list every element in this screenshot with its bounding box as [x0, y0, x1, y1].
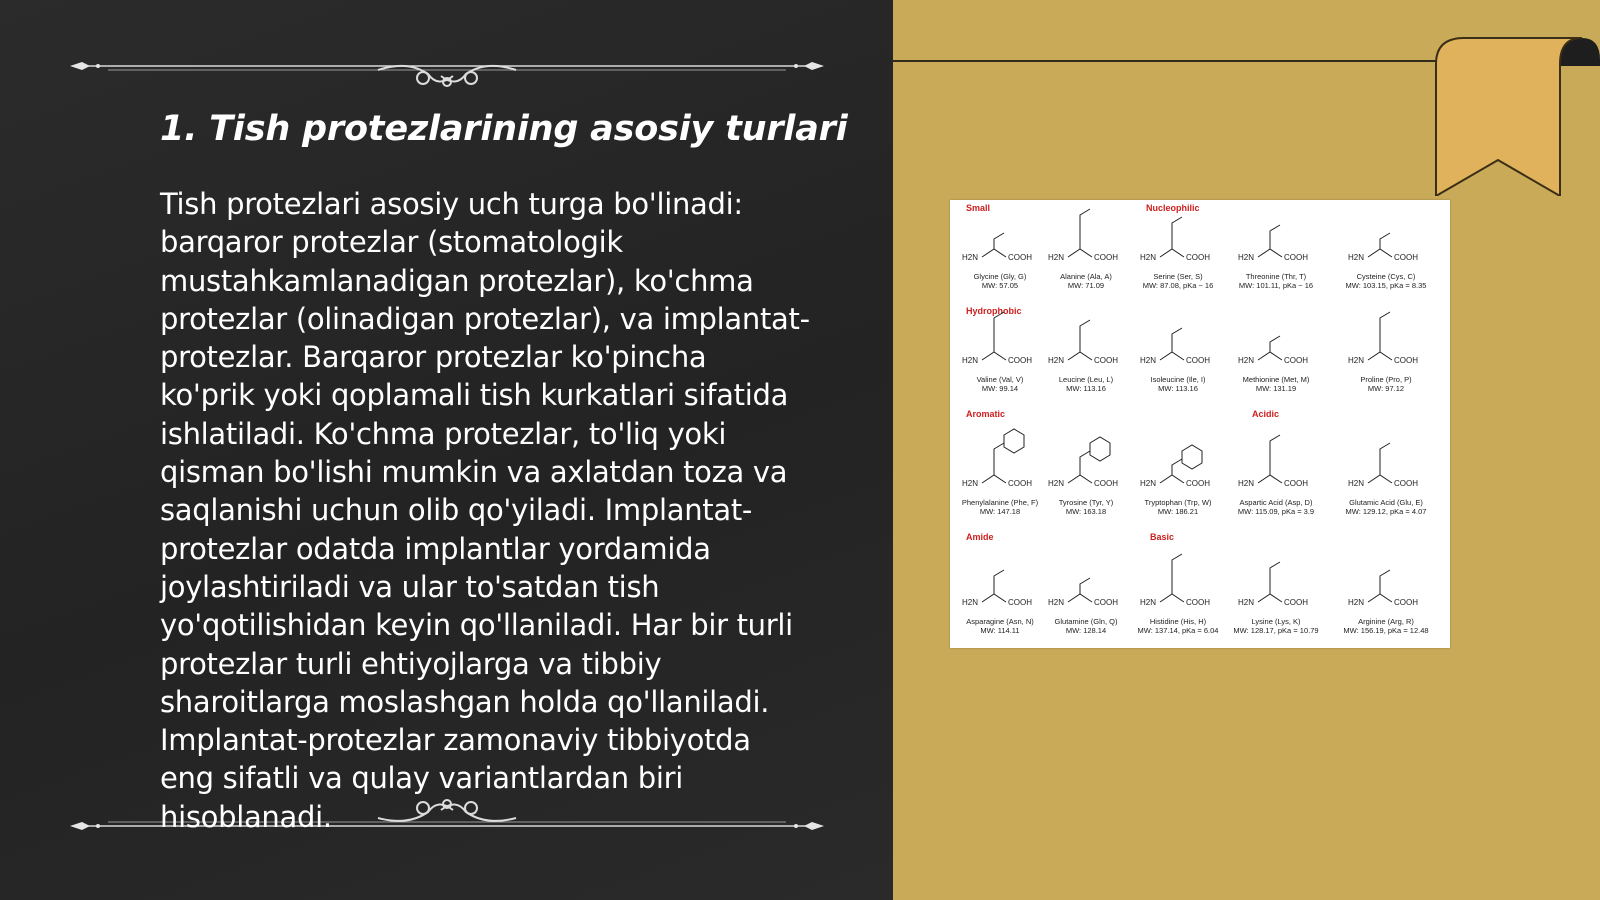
amino-acid-name: Threonine (Thr, T)	[1245, 272, 1307, 281]
amino-acid-mw: MW: 115.09, pKa = 3.9	[1237, 507, 1315, 516]
side-chain-bond	[994, 443, 1004, 475]
backbone-bond	[1068, 594, 1092, 602]
amino-acid-mw: MW: 57.05	[981, 281, 1019, 290]
side-chain-bond	[1270, 336, 1280, 352]
amino-acid-name: Proline (Pro, P)	[1360, 375, 1412, 384]
amine-group-label: H2N	[1348, 479, 1365, 488]
amino-acid-cell	[1343, 570, 1428, 635]
amino-acid-cell	[1238, 336, 1310, 393]
carboxyl-group-label: COOH	[1186, 356, 1210, 365]
amino-acid-figure	[950, 200, 1450, 648]
amino-acid-mw: MW: 114.11	[980, 626, 1020, 635]
amino-acid-name: Isoleucine (Ile, I)	[1150, 375, 1206, 384]
backbone-bond	[982, 249, 1006, 257]
carboxyl-group-label: COOH	[1094, 356, 1118, 365]
amino-acid-mw: MW: 186.21	[1157, 507, 1199, 516]
amino-acid-mw: MW: 137.14, pKa = 6.04	[1137, 626, 1219, 635]
amino-acid-mw: MW: 71.09	[1067, 281, 1105, 290]
side-chain-bond	[1270, 562, 1280, 594]
amino-acid-cell	[1348, 312, 1418, 393]
amine-group-label: H2N	[962, 598, 979, 607]
amino-acid-name: Glycine (Gly, G)	[973, 272, 1027, 281]
amino-acid-mw: MW: 99.14	[981, 384, 1019, 393]
amino-acid-cell	[1048, 437, 1118, 516]
amino-acid-cell	[962, 312, 1032, 393]
amino-acid-cell	[1048, 320, 1118, 393]
amino-acid-mw: MW: 113.16	[1158, 384, 1198, 393]
amino-acid-name: Asparagine (Asn, N)	[966, 617, 1034, 626]
side-chain-bond	[1080, 451, 1090, 475]
side-chain-bond	[994, 312, 1004, 352]
backbone-bond	[1068, 352, 1092, 360]
amino-acid-cell	[962, 429, 1039, 516]
carboxyl-group-label: COOH	[1186, 479, 1210, 488]
amino-acid-name: Cysteine (Cys, C)	[1356, 272, 1416, 281]
amino-acid-mw: MW: 156.19, pKa = 12.48	[1343, 626, 1429, 635]
amine-group-label: H2N	[1238, 598, 1255, 607]
amine-group-label: H2N	[1048, 479, 1065, 488]
carboxyl-group-label: COOH	[1284, 356, 1308, 365]
amine-group-label: H2N	[1048, 356, 1065, 365]
backbone-bond	[1258, 249, 1282, 257]
backbone-bond	[1160, 594, 1184, 602]
carboxyl-group-label: COOH	[1394, 356, 1418, 365]
carboxyl-group-label: COOH	[1394, 479, 1418, 488]
amino-acid-cell	[1346, 443, 1427, 516]
amino-acid-name: Phenylalanine (Phe, F)	[961, 498, 1039, 507]
side-chain-bond	[1172, 328, 1182, 352]
side-chain-bond	[1380, 443, 1390, 475]
amino-acid-name: Serine (Ser, S)	[1153, 272, 1203, 281]
amino-acid-name: Glutamic Acid (Glu, E)	[1349, 498, 1423, 507]
amino-acid-cell	[1346, 233, 1427, 290]
amino-acid-name: Tyrosine (Tyr, Y)	[1058, 498, 1114, 507]
group-label-nucleophilic: Nucleophilic	[1146, 203, 1200, 213]
backbone-bond	[982, 594, 1006, 602]
amino-acid-cell	[1140, 217, 1213, 290]
side-chain-bond	[1380, 233, 1390, 249]
carboxyl-group-label: COOH	[1094, 479, 1118, 488]
amine-group-label: H2N	[1140, 598, 1157, 607]
backbone-bond	[1160, 475, 1184, 483]
group-label-basic: Basic	[1150, 532, 1175, 542]
backbone-bond	[1368, 475, 1392, 483]
amino-acid-name: Histidine (His, H)	[1149, 617, 1207, 626]
amine-group-label: H2N	[1140, 479, 1157, 488]
amino-acid-mw: MW: 131.19	[1255, 384, 1297, 393]
carboxyl-group-label: COOH	[1008, 598, 1032, 607]
side-chain-bond	[1172, 217, 1182, 249]
backbone-bond	[982, 475, 1006, 483]
backbone-bond	[1258, 352, 1282, 360]
slide-body-text: Tish protezlari asosiy uch turga bo'linadi: barqaror protezlar (stomatologik mustahkamlanadigan protezlar), ko'chma protezlar (olinadigan protezlar), va implantat- protezlar. Barqaror protezlar ko'pincha ko'prik yoki qoplamali tish kurkatlari sifatida ishlatiladi. Ko'chma protezlar, to'liq yoki qisman bo'lishi mumkin va axlatdan toza va saqlanishi uchun olib qo'yiladi. Implantat- protezlar odatda implantlar yordamida joylashtiriladi va ular to'satdan tish yo'qotilishidan keyin qo'llaniladi. Har bir turli protezlar turli ehtiyojlarga va tibbiy sharoitlarga moslashgan holda qo'llaniladi. Implantat-protezlar zamonaviy tibbiyotda eng sifatli va qulay variantlardan biri hisoblanadi.	[160, 187, 810, 834]
carboxyl-group-label: COOH	[1284, 479, 1308, 488]
amino-acid-cell	[962, 233, 1032, 290]
backbone-bond	[1258, 475, 1282, 483]
amino-acid-cell	[962, 570, 1034, 635]
aromatic-ring	[1004, 429, 1024, 453]
amino-acid-mw: MW: 97.12	[1367, 384, 1405, 393]
aromatic-ring	[1182, 445, 1202, 469]
amino-acid-cell	[1140, 445, 1212, 516]
side-chain-bond	[1270, 435, 1280, 475]
carboxyl-group-label: COOH	[1186, 253, 1210, 262]
carboxyl-group-label: COOH	[1008, 253, 1032, 262]
amino-acid-mw: MW: 113.16	[1066, 384, 1106, 393]
amine-group-label: H2N	[1348, 598, 1365, 607]
amino-acid-name: Tryptophan (Trp, W)	[1144, 498, 1212, 507]
backbone-bond	[1068, 249, 1092, 257]
amino-acid-mw: MW: 101.11, pKa ~ 16	[1238, 281, 1314, 290]
amine-group-label: H2N	[1238, 479, 1255, 488]
amine-group-label: H2N	[1140, 253, 1157, 262]
backbone-bond	[1368, 594, 1392, 602]
group-label-small: Small	[966, 203, 991, 213]
side-chain-bond	[1080, 578, 1090, 594]
carboxyl-group-label: COOH	[1094, 598, 1118, 607]
backbone-bond	[1068, 475, 1092, 483]
amino-acid-mw: MW: 163.18	[1065, 507, 1107, 516]
carboxyl-group-label: COOH	[1094, 253, 1118, 262]
backbone-bond	[1258, 594, 1282, 602]
amine-group-label: H2N	[1048, 253, 1065, 262]
side-chain-bond	[1172, 459, 1182, 475]
amino-acid-mw: MW: 147.18	[979, 507, 1021, 516]
backbone-bond	[1368, 352, 1392, 360]
amino-acid-mw: MW: 103.15, pKa = 8.35	[1345, 281, 1427, 290]
amino-acid-mw: MW: 128.14	[1065, 626, 1107, 635]
group-label-hydrophobic: Hydrophobic	[966, 306, 1022, 316]
amino-acid-mw: MW: 128.17, pKa = 10.79	[1233, 626, 1319, 635]
ornament-top-divider	[68, 48, 826, 88]
side-chain-bond	[1380, 312, 1390, 352]
amino-acid-cell	[1233, 562, 1318, 635]
amino-acid-name: Arginine (Arg, R)	[1358, 617, 1414, 626]
slide-title: 1. Tish protezlarining asosiy turlari	[160, 109, 848, 149]
group-label-aromatic: Aromatic	[966, 409, 1006, 419]
carboxyl-group-label: COOH	[1186, 598, 1210, 607]
carboxyl-group-label: COOH	[1008, 479, 1032, 488]
side-chain-bond	[994, 570, 1004, 594]
carboxyl-group-label: COOH	[1284, 598, 1308, 607]
bookmark-ribbon-icon	[1432, 36, 1600, 196]
amine-group-label: H2N	[962, 253, 979, 262]
amino-acid-chart	[950, 200, 1450, 648]
group-label-amide: Amide	[966, 532, 994, 542]
amine-group-label: H2N	[1348, 253, 1365, 262]
amino-acid-name: Lysine (Lys, K)	[1251, 617, 1301, 626]
backbone-bond	[1160, 352, 1184, 360]
amino-acid-mw: MW: 87.08, pKa ~ 16	[1142, 281, 1214, 290]
amino-acid-name: Valine (Val, V)	[976, 375, 1024, 384]
backbone-bond	[1368, 249, 1392, 257]
amino-acid-name: Methionine (Met, M)	[1242, 375, 1310, 384]
side-chain-bond	[1270, 225, 1280, 249]
amino-acid-cell	[1138, 554, 1219, 635]
amine-group-label: H2N	[962, 356, 979, 365]
amino-acid-name: Leucine (Leu, L)	[1058, 375, 1114, 384]
side-chain-bond	[1080, 209, 1090, 249]
amino-acid-mw: MW: 129.12, pKa = 4.07	[1345, 507, 1427, 516]
group-label-acidic: Acidic	[1252, 409, 1280, 419]
amino-acid-name: Glutamine (Gln, Q)	[1054, 617, 1118, 626]
amino-acid-cell	[1140, 328, 1210, 393]
side-chain-bond	[1380, 570, 1390, 594]
carboxyl-group-label: COOH	[1008, 356, 1032, 365]
amine-group-label: H2N	[1048, 598, 1065, 607]
carboxyl-group-label: COOH	[1394, 253, 1418, 262]
amine-group-label: H2N	[1348, 356, 1365, 365]
amino-acid-cell	[1048, 578, 1118, 635]
side-chain-bond	[1080, 320, 1090, 352]
carboxyl-group-label: COOH	[1394, 598, 1418, 607]
amino-acid-name: Alanine (Ala, A)	[1060, 272, 1112, 281]
amine-group-label: H2N	[1238, 253, 1255, 262]
amine-group-label: H2N	[962, 479, 979, 488]
amine-group-label: H2N	[1140, 356, 1157, 365]
aromatic-ring	[1090, 437, 1110, 461]
amino-acid-cell	[1238, 435, 1314, 516]
side-chain-bond	[1172, 554, 1182, 594]
backbone-bond	[982, 352, 1006, 360]
amino-acid-cell	[1238, 225, 1313, 290]
side-chain-bond	[994, 233, 1004, 249]
amino-acid-cell	[1048, 209, 1118, 290]
backbone-bond	[1160, 249, 1184, 257]
amino-acid-name: Aspartic Acid (Asp, D)	[1239, 498, 1313, 507]
carboxyl-group-label: COOH	[1284, 253, 1308, 262]
amine-group-label: H2N	[1238, 356, 1255, 365]
